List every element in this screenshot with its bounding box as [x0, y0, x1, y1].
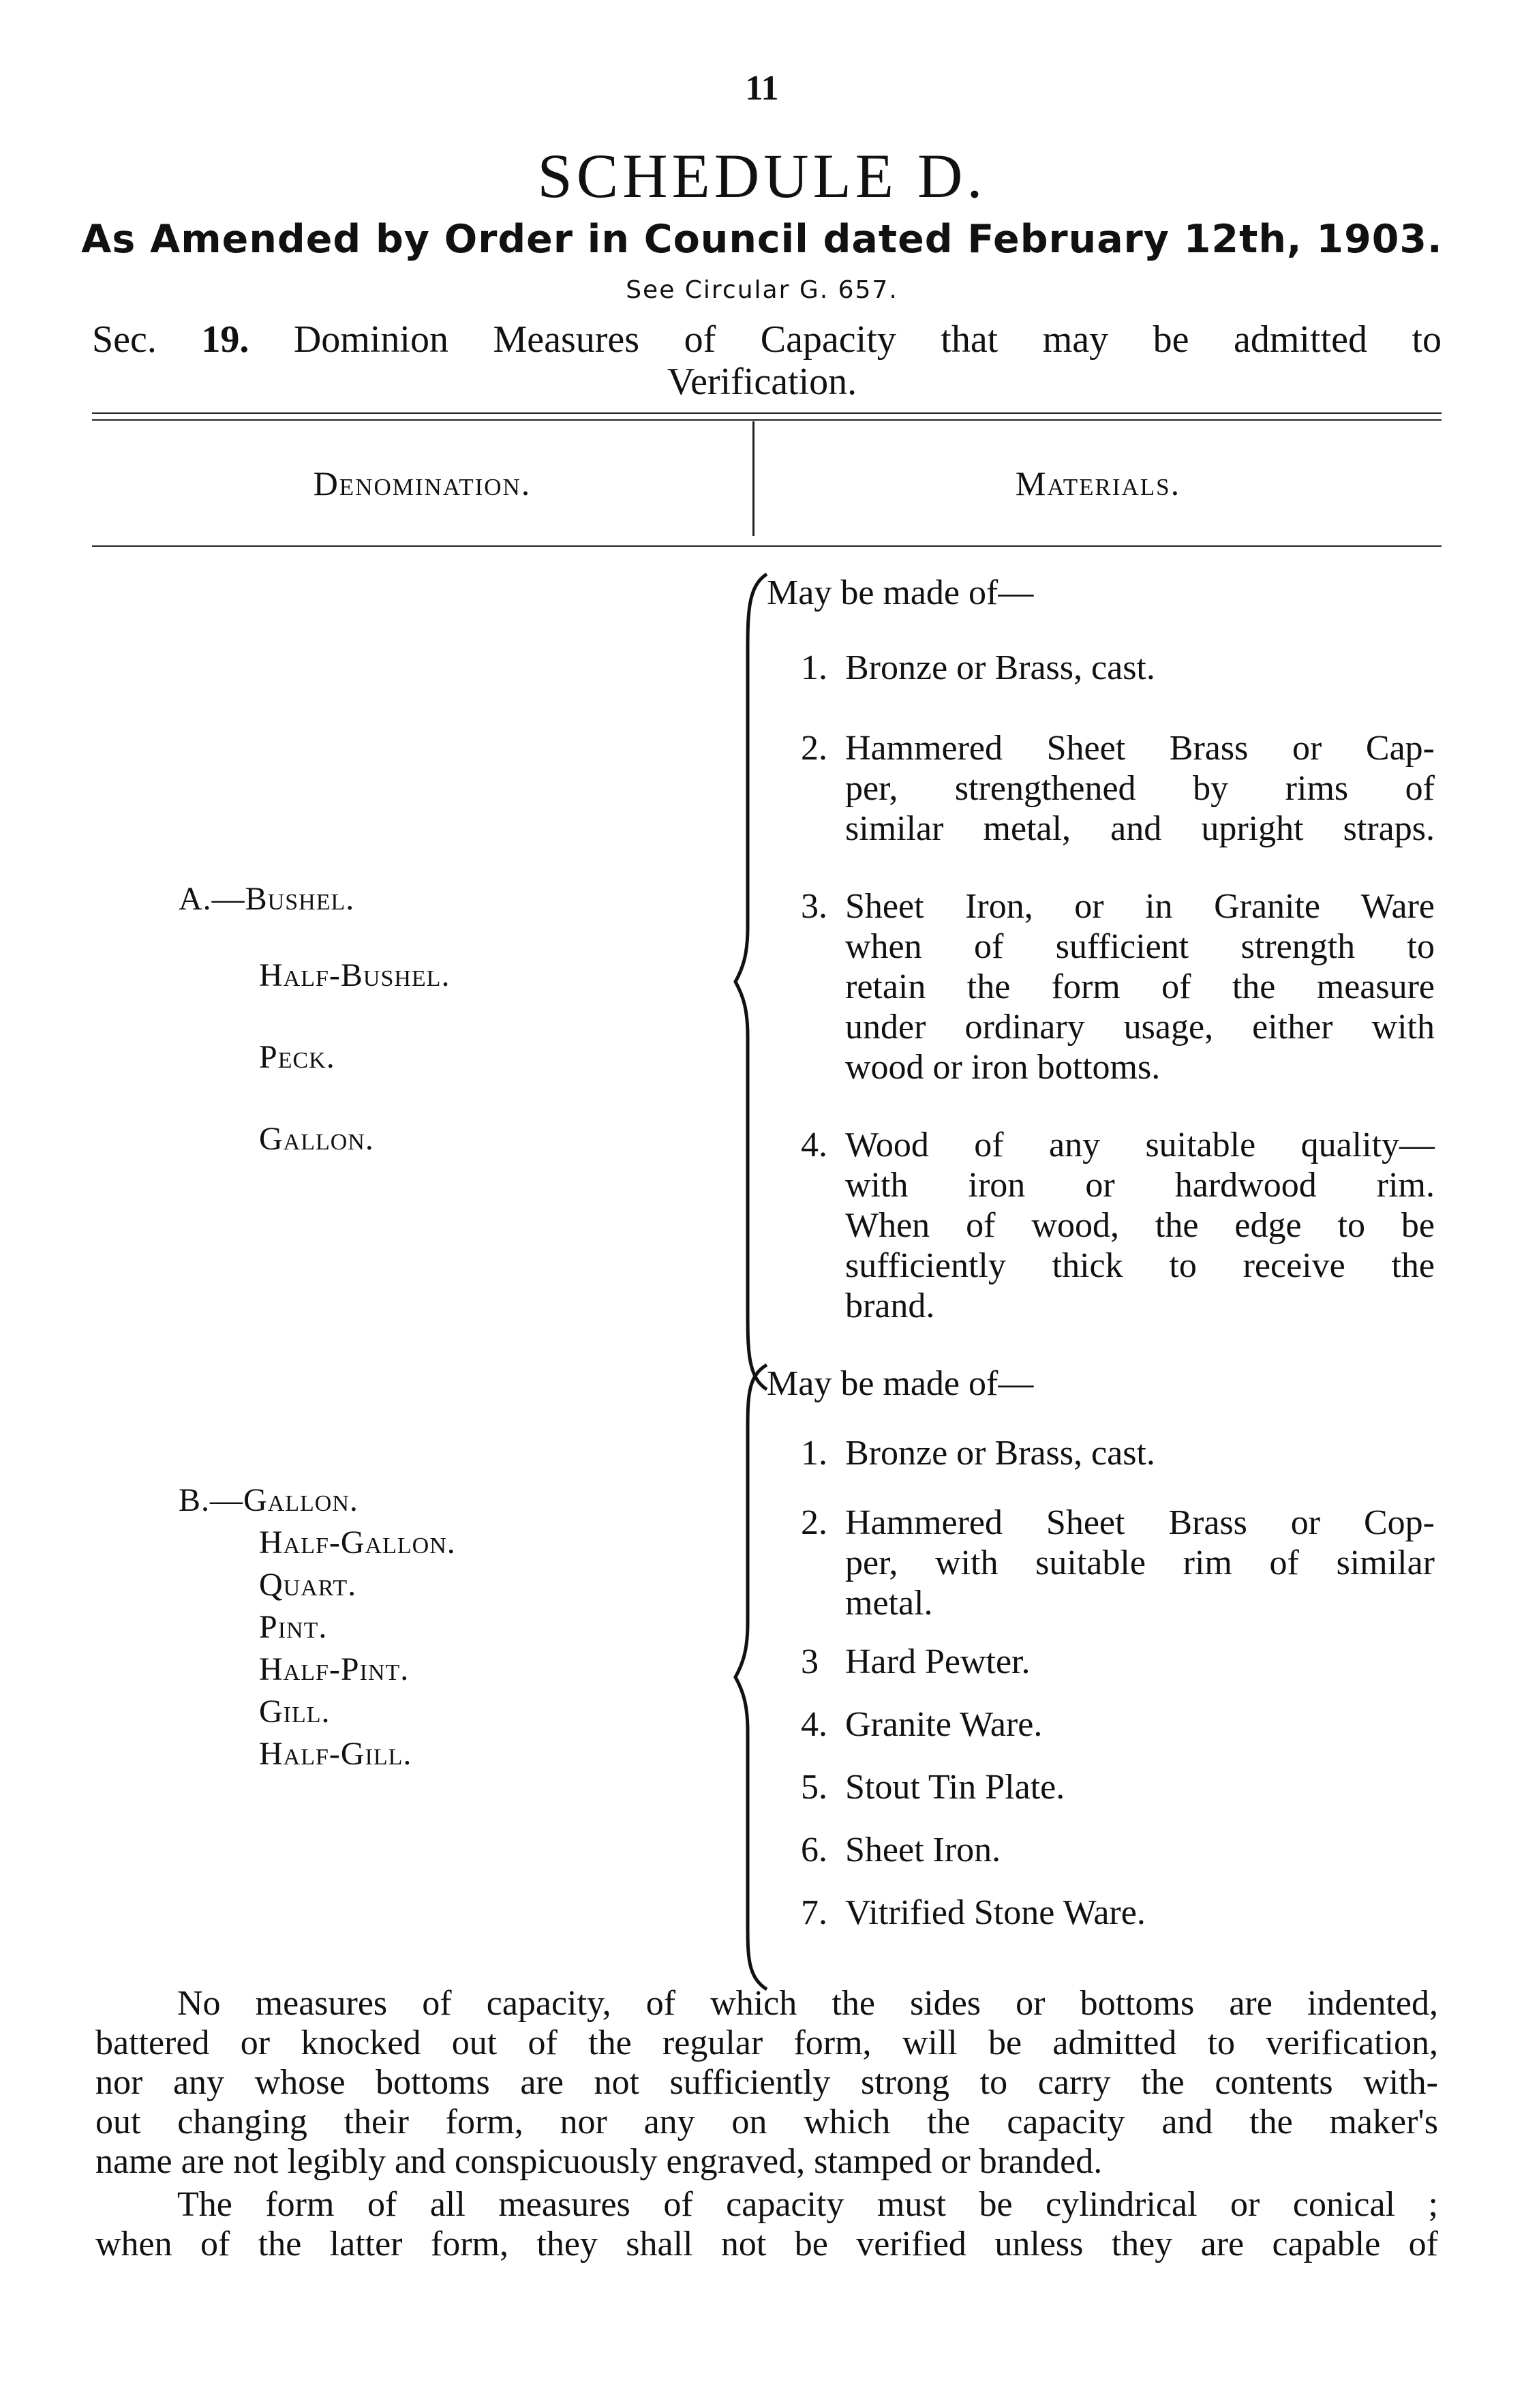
paragraph1-line3: nor any whose bottoms are not sufficiently strong to carry the contents with- [95, 2063, 1438, 2102]
section-heading [92, 319, 1442, 360]
item-text-block [845, 1125, 1435, 1326]
denomination-gallon: Gallon. [259, 1121, 374, 1157]
material-b-item-2 [801, 1503, 1435, 1625]
material-a-item-2 [801, 728, 1435, 851]
paragraph1-line1: No measures of capacity, of which the sides or bottoms are indented, [177, 1984, 1438, 2023]
item-text: Vitrified Stone Ware. [845, 1893, 1146, 1932]
denomination-gill: Gill. [259, 1694, 331, 1730]
item-number: 6. [801, 1831, 827, 1869]
denomination-quart: Quart. [259, 1567, 357, 1603]
material-b-item-5 [801, 1767, 1435, 1808]
item-text: Bronze or Brass, cast. [845, 1434, 1155, 1473]
denomination-half-gill: Half-Gill. [259, 1736, 412, 1772]
item-line: brand. [845, 1286, 935, 1325]
item-line: per, strengthened by rims of [845, 769, 1435, 808]
item-line: Hammered Sheet Brass or Cop- [845, 1503, 1435, 1542]
page-number: 11 [745, 69, 779, 108]
item-number: 2. [801, 1503, 827, 1542]
section-number: 19. [201, 318, 249, 361]
item-number: 5. [801, 1768, 827, 1807]
materials-b-intro: May be made of— [767, 1364, 1034, 1403]
material-a-item-4 [801, 1125, 1435, 1329]
item-line: similar metal, and upright straps. [845, 809, 1435, 848]
amended-line: As Amended by Order in Council dated February 12th, 1903. [81, 217, 1443, 262]
material-a-item-1 [801, 648, 1435, 689]
circular-reference: See Circular G. 657. [626, 276, 898, 304]
item-line: When of wood, the edge to be [845, 1206, 1435, 1245]
item-line: Wood of any suitable quality— [845, 1126, 1435, 1164]
item-line: wood or iron bottoms. [845, 1048, 1161, 1087]
column-header-denomination: Denomination. [313, 464, 532, 502]
denomination-half-pint: Half-Pint. [259, 1651, 410, 1687]
item-line: sufficiently thick to receive the [845, 1246, 1435, 1285]
item-text: Bronze or Brass, cast. [845, 648, 1155, 687]
item-line: per, with suitable rim of similar [845, 1544, 1435, 1582]
materials-a-intro: May be made of— [767, 573, 1034, 612]
section-text-line1: Dominion Measures of Capacity that may be admitted to [293, 318, 1442, 361]
brace-group-b-icon [733, 1364, 774, 1991]
item-text: Hard Pewter. [845, 1642, 1031, 1681]
item-number: 1. [801, 648, 827, 687]
item-line: Sheet Iron, or in Granite Ware [845, 887, 1435, 926]
item-line: metal. [845, 1584, 933, 1623]
item-text-block [845, 728, 1435, 849]
item-text: Stout Tin Plate. [845, 1768, 1065, 1807]
denomination-peck: Peck. [259, 1039, 335, 1075]
paragraph2-line2: when of the latter form, they shall not be verified unless they are capable of [95, 2225, 1438, 2263]
item-line: with iron or hardwood rim. [845, 1166, 1435, 1205]
item-text-block [845, 886, 1435, 1087]
denomination-a-bushel: A.—Bushel. [179, 881, 355, 917]
material-b-item-4 [801, 1704, 1435, 1745]
item-number: 1. [801, 1434, 827, 1473]
item-text: Granite Ware. [845, 1705, 1043, 1744]
material-a-item-3 [801, 886, 1435, 1091]
column-header-materials: Materials. [1015, 464, 1181, 502]
material-b-item-1 [801, 1433, 1435, 1474]
item-line: retain the form of the measure [845, 967, 1435, 1006]
material-b-item-3 [801, 1642, 1435, 1683]
denomination-half-bushel: Half-Bushel. [259, 957, 451, 993]
brace-group-a-icon [733, 573, 774, 1391]
denomination-b-gallon: B.—Gallon. [179, 1482, 359, 1518]
item-number: 4. [801, 1705, 827, 1744]
item-line: under ordinary usage, either with [845, 1008, 1435, 1047]
paragraph2-line1: The form of all measures of capacity must be cylindrical or conical ; [177, 2185, 1438, 2224]
item-text: Sheet Iron. [845, 1831, 1001, 1869]
item-number: 3. [801, 887, 827, 926]
table-top-rule [92, 412, 1442, 414]
table-header-rule [92, 545, 1442, 547]
item-line: when of sufficient strength to [845, 927, 1435, 966]
table-top-rule-double [92, 419, 1442, 421]
item-number: 7. [801, 1893, 827, 1932]
section-prefix: Sec. [92, 318, 157, 361]
schedule-title: SCHEDULE D. [537, 141, 987, 211]
item-number: 4. [801, 1126, 827, 1164]
paragraph1-line4: out changing their form, nor any on which the capacity and the maker's [95, 2103, 1438, 2141]
item-text-block [845, 1503, 1435, 1623]
paragraph1-line2: battered or knocked out of the regular form, will be admitted to verification, [95, 2023, 1438, 2062]
section-text-line2: Verification. [667, 361, 857, 403]
material-b-item-6 [801, 1830, 1435, 1871]
item-number: 2. [801, 729, 827, 768]
material-b-item-7 [801, 1893, 1435, 1933]
denomination-pint: Pint. [259, 1609, 328, 1645]
paragraph1-line5: name are not legibly and conspicuously engraved, stamped or branded. [95, 2142, 1103, 2181]
denomination-half-gallon: Half-Gallon. [259, 1524, 456, 1561]
item-number: 3 [801, 1642, 819, 1681]
item-line: Hammered Sheet Brass or Cap- [845, 729, 1435, 768]
